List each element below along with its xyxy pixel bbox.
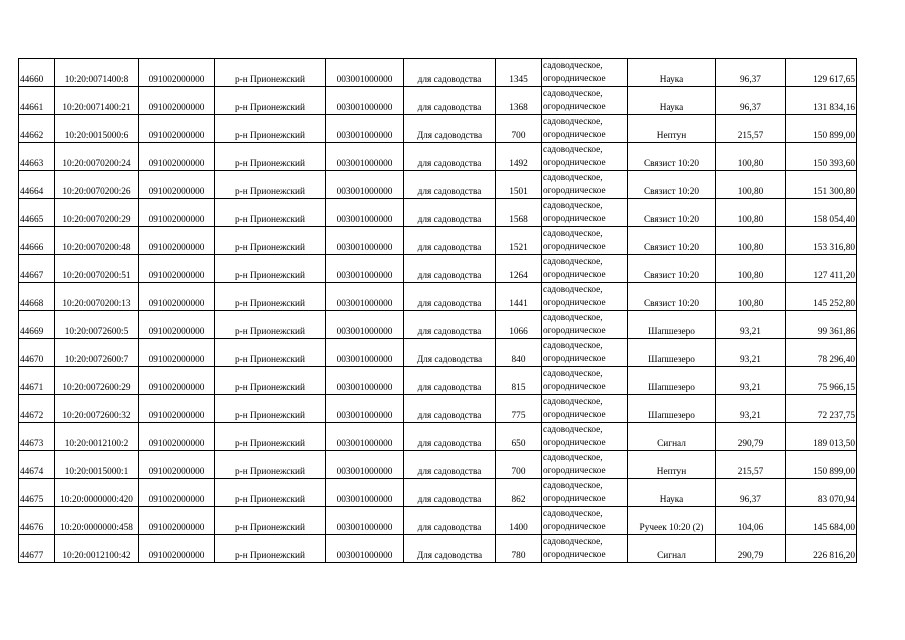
row-number-cell: 44677 — [19, 535, 55, 563]
cadastral-value-cell: 145 252,80 — [786, 283, 857, 311]
land-category-cell — [542, 479, 628, 507]
okato-code-cell: 091002000000 — [139, 507, 215, 535]
row-number-cell: 44661 — [19, 87, 55, 115]
district-cell: р-н Прионежский — [215, 311, 326, 339]
table-body — [19, 59, 857, 563]
table-row — [19, 143, 857, 171]
permitted-use-cell: для садоводства — [404, 143, 496, 171]
cadastral-value-cell: 150 393,60 — [786, 143, 857, 171]
land-category-line: садоводческое, — [543, 509, 603, 519]
land-category-line: садоводческое, — [543, 537, 603, 547]
society-name-cell: Нептун — [628, 115, 716, 143]
district-cell: р-н Прионежский — [215, 143, 326, 171]
cadastral-number-cell: 10:20:0072600:29 — [55, 367, 139, 395]
area-cell: 700 — [496, 115, 542, 143]
row-number-cell: 44666 — [19, 227, 55, 255]
okato-code-cell: 091002000000 — [139, 339, 215, 367]
land-category-line: садоводческое, — [543, 369, 603, 379]
permitted-use-cell: для садоводства — [404, 283, 496, 311]
district-cell: р-н Прионежский — [215, 59, 326, 87]
cadastral-rate-cell: 93,21 — [716, 311, 786, 339]
society-name-cell: Шапшезеро — [628, 367, 716, 395]
land-category-cell — [542, 255, 628, 283]
land-category-line: огородническое — [543, 410, 606, 420]
row-number-cell: 44660 — [19, 59, 55, 87]
cadastral-rate-cell: 93,21 — [716, 395, 786, 423]
land-category-line: садоводческое, — [543, 117, 603, 127]
cadastral-value-cell: 72 237,75 — [786, 395, 857, 423]
cadastral-rate-cell: 290,79 — [716, 423, 786, 451]
land-category-line: огородническое — [543, 354, 606, 364]
land-category-line: садоводческое, — [543, 397, 603, 407]
cadastral-number-cell: 10:20:0015000:6 — [55, 115, 139, 143]
land-category-line: огородническое — [543, 438, 606, 448]
oktmo-code-cell: 003001000000 — [326, 199, 404, 227]
district-cell: р-н Прионежский — [215, 339, 326, 367]
table-row — [19, 339, 857, 367]
land-category-line: огородническое — [543, 494, 606, 504]
land-category-cell — [542, 143, 628, 171]
district-cell: р-н Прионежский — [215, 395, 326, 423]
cadastral-value-cell: 150 899,00 — [786, 115, 857, 143]
row-number-cell: 44664 — [19, 171, 55, 199]
row-number-cell: 44672 — [19, 395, 55, 423]
okato-code-cell: 091002000000 — [139, 423, 215, 451]
cadastral-value-cell: 153 316,80 — [786, 227, 857, 255]
cadastral-number-cell: 10:20:0015000:1 — [55, 451, 139, 479]
row-number-cell: 44662 — [19, 115, 55, 143]
land-category-line: садоводческое, — [543, 173, 603, 183]
cadastral-rate-cell: 93,21 — [716, 339, 786, 367]
land-category-line: огородническое — [543, 158, 606, 168]
oktmo-code-cell: 003001000000 — [326, 87, 404, 115]
land-category-line: огородническое — [543, 270, 606, 280]
society-name-cell: Наука — [628, 479, 716, 507]
land-category-cell — [542, 199, 628, 227]
land-category-line: садоводческое, — [543, 313, 603, 323]
cadastral-number-cell: 10:20:0071400:21 — [55, 87, 139, 115]
cadastral-number-cell: 10:20:0070200:51 — [55, 255, 139, 283]
cadastral-value-cell: 78 296,40 — [786, 339, 857, 367]
okato-code-cell: 091002000000 — [139, 87, 215, 115]
district-cell: р-н Прионежский — [215, 423, 326, 451]
cadastral-number-cell: 10:20:0070200:29 — [55, 199, 139, 227]
land-category-line: огородническое — [543, 382, 606, 392]
oktmo-code-cell: 003001000000 — [326, 171, 404, 199]
permitted-use-cell: Для садоводства — [404, 339, 496, 367]
society-name-cell: Связист 10:20 — [628, 283, 716, 311]
district-cell: р-н Прионежский — [215, 255, 326, 283]
oktmo-code-cell: 003001000000 — [326, 115, 404, 143]
land-category-cell — [542, 171, 628, 199]
society-name-cell: Связист 10:20 — [628, 255, 716, 283]
land-category-line: садоводческое, — [543, 89, 603, 99]
permitted-use-cell: для садоводства — [404, 507, 496, 535]
society-name-cell: Наука — [628, 87, 716, 115]
permitted-use-cell: Для садоводства — [404, 115, 496, 143]
table-row — [19, 255, 857, 283]
table-row — [19, 227, 857, 255]
area-cell: 1264 — [496, 255, 542, 283]
oktmo-code-cell: 003001000000 — [326, 451, 404, 479]
district-cell: р-н Прионежский — [215, 451, 326, 479]
permitted-use-cell: для садоводства — [404, 255, 496, 283]
society-name-cell: Наука — [628, 59, 716, 87]
row-number-cell: 44668 — [19, 283, 55, 311]
area-cell: 775 — [496, 395, 542, 423]
oktmo-code-cell: 003001000000 — [326, 339, 404, 367]
cadastral-value-cell: 99 361,86 — [786, 311, 857, 339]
okato-code-cell: 091002000000 — [139, 451, 215, 479]
permitted-use-cell: для садоводства — [404, 59, 496, 87]
cadastral-number-cell: 10:20:0012100:42 — [55, 535, 139, 563]
row-number-cell: 44667 — [19, 255, 55, 283]
land-category-line: садоводческое, — [543, 201, 603, 211]
area-cell: 1492 — [496, 143, 542, 171]
cadastral-value-cell: 83 070,94 — [786, 479, 857, 507]
permitted-use-cell: для садоводства — [404, 87, 496, 115]
cadastral-rate-cell: 100,80 — [716, 171, 786, 199]
district-cell: р-н Прионежский — [215, 535, 326, 563]
row-number-cell: 44674 — [19, 451, 55, 479]
cadastral-rate-cell: 100,80 — [716, 227, 786, 255]
row-number-cell: 44673 — [19, 423, 55, 451]
row-number-cell: 44675 — [19, 479, 55, 507]
cadastral-number-cell: 10:20:0000000:420 — [55, 479, 139, 507]
area-cell: 815 — [496, 367, 542, 395]
land-category-line: огородническое — [543, 74, 606, 84]
cadastral-rate-cell: 96,37 — [716, 87, 786, 115]
land-category-line: огородническое — [543, 130, 606, 140]
okato-code-cell: 091002000000 — [139, 143, 215, 171]
society-name-cell: Шапшезеро — [628, 311, 716, 339]
okato-code-cell: 091002000000 — [139, 479, 215, 507]
land-category-cell — [542, 423, 628, 451]
land-register-table — [18, 58, 857, 563]
cadastral-value-cell: 75 966,15 — [786, 367, 857, 395]
oktmo-code-cell: 003001000000 — [326, 143, 404, 171]
land-category-cell — [542, 115, 628, 143]
permitted-use-cell: Для садоводства — [404, 535, 496, 563]
cadastral-value-cell: 150 899,00 — [786, 451, 857, 479]
land-category-line: садоводческое, — [543, 425, 603, 435]
okato-code-cell: 091002000000 — [139, 283, 215, 311]
land-category-line: огородническое — [543, 326, 606, 336]
land-category-line: огородническое — [543, 550, 606, 560]
land-category-cell — [542, 87, 628, 115]
land-category-line: огородническое — [543, 242, 606, 252]
okato-code-cell: 091002000000 — [139, 535, 215, 563]
table-row — [19, 311, 857, 339]
land-category-line: огородническое — [543, 214, 606, 224]
district-cell: р-н Прионежский — [215, 199, 326, 227]
cadastral-number-cell: 10:20:0000000:458 — [55, 507, 139, 535]
row-number-cell: 44671 — [19, 367, 55, 395]
land-category-line: огородническое — [543, 102, 606, 112]
cadastral-rate-cell: 96,37 — [716, 479, 786, 507]
cadastral-number-cell: 10:20:0070200:48 — [55, 227, 139, 255]
land-category-cell — [542, 367, 628, 395]
cadastral-number-cell: 10:20:0072600:32 — [55, 395, 139, 423]
district-cell: р-н Прионежский — [215, 115, 326, 143]
cadastral-rate-cell: 215,57 — [716, 115, 786, 143]
permitted-use-cell: для садоводства — [404, 227, 496, 255]
table-row — [19, 199, 857, 227]
area-cell: 1521 — [496, 227, 542, 255]
oktmo-code-cell: 003001000000 — [326, 535, 404, 563]
land-category-line: садоводческое, — [543, 285, 603, 295]
okato-code-cell: 091002000000 — [139, 59, 215, 87]
district-cell: р-н Прионежский — [215, 507, 326, 535]
table-row — [19, 283, 857, 311]
table-row — [19, 395, 857, 423]
cadastral-number-cell: 10:20:0012100:2 — [55, 423, 139, 451]
table-row — [19, 479, 857, 507]
row-number-cell: 44676 — [19, 507, 55, 535]
cadastral-rate-cell: 104,06 — [716, 507, 786, 535]
oktmo-code-cell: 003001000000 — [326, 255, 404, 283]
cadastral-value-cell: 226 816,20 — [786, 535, 857, 563]
land-category-cell — [542, 339, 628, 367]
land-category-line: огородническое — [543, 186, 606, 196]
cadastral-number-cell: 10:20:0070200:26 — [55, 171, 139, 199]
land-category-line: садоводческое, — [543, 61, 603, 71]
oktmo-code-cell: 003001000000 — [326, 395, 404, 423]
land-category-cell — [542, 59, 628, 87]
cadastral-number-cell: 10:20:0070200:13 — [55, 283, 139, 311]
cadastral-number-cell: 10:20:0070200:24 — [55, 143, 139, 171]
oktmo-code-cell: 003001000000 — [326, 507, 404, 535]
permitted-use-cell: для садоводства — [404, 171, 496, 199]
cadastral-number-cell: 10:20:0072600:7 — [55, 339, 139, 367]
okato-code-cell: 091002000000 — [139, 395, 215, 423]
okato-code-cell: 091002000000 — [139, 311, 215, 339]
cadastral-rate-cell: 290,79 — [716, 535, 786, 563]
table-row — [19, 423, 857, 451]
okato-code-cell: 091002000000 — [139, 171, 215, 199]
cadastral-rate-cell: 215,57 — [716, 451, 786, 479]
oktmo-code-cell: 003001000000 — [326, 227, 404, 255]
row-number-cell: 44665 — [19, 199, 55, 227]
permitted-use-cell: для садоводства — [404, 423, 496, 451]
area-cell: 862 — [496, 479, 542, 507]
district-cell: р-н Прионежский — [215, 367, 326, 395]
table-row — [19, 115, 857, 143]
table-row — [19, 507, 857, 535]
cadastral-value-cell: 158 054,40 — [786, 199, 857, 227]
area-cell: 780 — [496, 535, 542, 563]
land-category-cell — [542, 535, 628, 563]
district-cell: р-н Прионежский — [215, 283, 326, 311]
table-row — [19, 451, 857, 479]
area-cell: 1441 — [496, 283, 542, 311]
area-cell: 1568 — [496, 199, 542, 227]
permitted-use-cell: для садоводства — [404, 479, 496, 507]
land-category-line: садоводческое, — [543, 145, 603, 155]
society-name-cell: Связист 10:20 — [628, 143, 716, 171]
cadastral-value-cell: 129 617,65 — [786, 59, 857, 87]
cadastral-rate-cell: 100,80 — [716, 283, 786, 311]
cadastral-rate-cell: 93,21 — [716, 367, 786, 395]
okato-code-cell: 091002000000 — [139, 227, 215, 255]
cadastral-rate-cell: 100,80 — [716, 199, 786, 227]
cadastral-value-cell: 131 834,16 — [786, 87, 857, 115]
land-category-line: огородническое — [543, 298, 606, 308]
land-category-line: огородническое — [543, 522, 606, 532]
district-cell: р-н Прионежский — [215, 171, 326, 199]
cadastral-rate-cell: 96,37 — [716, 59, 786, 87]
area-cell: 1368 — [496, 87, 542, 115]
society-name-cell: Шапшезеро — [628, 395, 716, 423]
land-category-cell — [542, 395, 628, 423]
area-cell: 1345 — [496, 59, 542, 87]
okato-code-cell: 091002000000 — [139, 199, 215, 227]
permitted-use-cell: для садоводства — [404, 311, 496, 339]
society-name-cell: Нептун — [628, 451, 716, 479]
society-name-cell: Ручеек 10:20 (2) — [628, 507, 716, 535]
cadastral-value-cell: 151 300,80 — [786, 171, 857, 199]
land-category-line: садоводческое, — [543, 229, 603, 239]
society-name-cell: Связист 10:20 — [628, 199, 716, 227]
cadastral-value-cell: 145 684,00 — [786, 507, 857, 535]
cadastral-value-cell: 127 411,20 — [786, 255, 857, 283]
table-row — [19, 59, 857, 87]
land-category-line: садоводческое, — [543, 481, 603, 491]
land-category-cell — [542, 311, 628, 339]
land-category-line: садоводческое, — [543, 341, 603, 351]
oktmo-code-cell: 003001000000 — [326, 479, 404, 507]
land-category-line: садоводческое, — [543, 453, 603, 463]
permitted-use-cell: для садоводства — [404, 451, 496, 479]
land-category-cell — [542, 507, 628, 535]
oktmo-code-cell: 003001000000 — [326, 283, 404, 311]
area-cell: 1501 — [496, 171, 542, 199]
society-name-cell: Сигнал — [628, 535, 716, 563]
society-name-cell: Связист 10:20 — [628, 171, 716, 199]
society-name-cell: Связист 10:20 — [628, 227, 716, 255]
cadastral-rate-cell: 100,80 — [716, 143, 786, 171]
table-row — [19, 367, 857, 395]
land-category-cell — [542, 283, 628, 311]
oktmo-code-cell: 003001000000 — [326, 311, 404, 339]
row-number-cell: 44669 — [19, 311, 55, 339]
district-cell: р-н Прионежский — [215, 227, 326, 255]
land-category-cell — [542, 451, 628, 479]
cadastral-number-cell: 10:20:0072600:5 — [55, 311, 139, 339]
permitted-use-cell: для садоводства — [404, 199, 496, 227]
area-cell: 700 — [496, 451, 542, 479]
okato-code-cell: 091002000000 — [139, 115, 215, 143]
oktmo-code-cell: 003001000000 — [326, 59, 404, 87]
table-row — [19, 171, 857, 199]
permitted-use-cell: для садоводства — [404, 367, 496, 395]
permitted-use-cell: для садоводства — [404, 395, 496, 423]
cadastral-number-cell: 10:20:0071400:8 — [55, 59, 139, 87]
row-number-cell: 44670 — [19, 339, 55, 367]
area-cell: 840 — [496, 339, 542, 367]
society-name-cell: Шапшезеро — [628, 339, 716, 367]
oktmo-code-cell: 003001000000 — [326, 423, 404, 451]
area-cell: 650 — [496, 423, 542, 451]
district-cell: р-н Прионежский — [215, 479, 326, 507]
society-name-cell: Сигнал — [628, 423, 716, 451]
okato-code-cell: 091002000000 — [139, 367, 215, 395]
area-cell: 1066 — [496, 311, 542, 339]
land-category-line: садоводческое, — [543, 257, 603, 267]
table-row — [19, 87, 857, 115]
district-cell: р-н Прионежский — [215, 87, 326, 115]
cadastral-rate-cell: 100,80 — [716, 255, 786, 283]
okato-code-cell: 091002000000 — [139, 255, 215, 283]
land-category-cell — [542, 227, 628, 255]
table-row — [19, 535, 857, 563]
row-number-cell: 44663 — [19, 143, 55, 171]
oktmo-code-cell: 003001000000 — [326, 367, 404, 395]
land-category-line: огородническое — [543, 466, 606, 476]
cadastral-value-cell: 189 013,50 — [786, 423, 857, 451]
area-cell: 1400 — [496, 507, 542, 535]
